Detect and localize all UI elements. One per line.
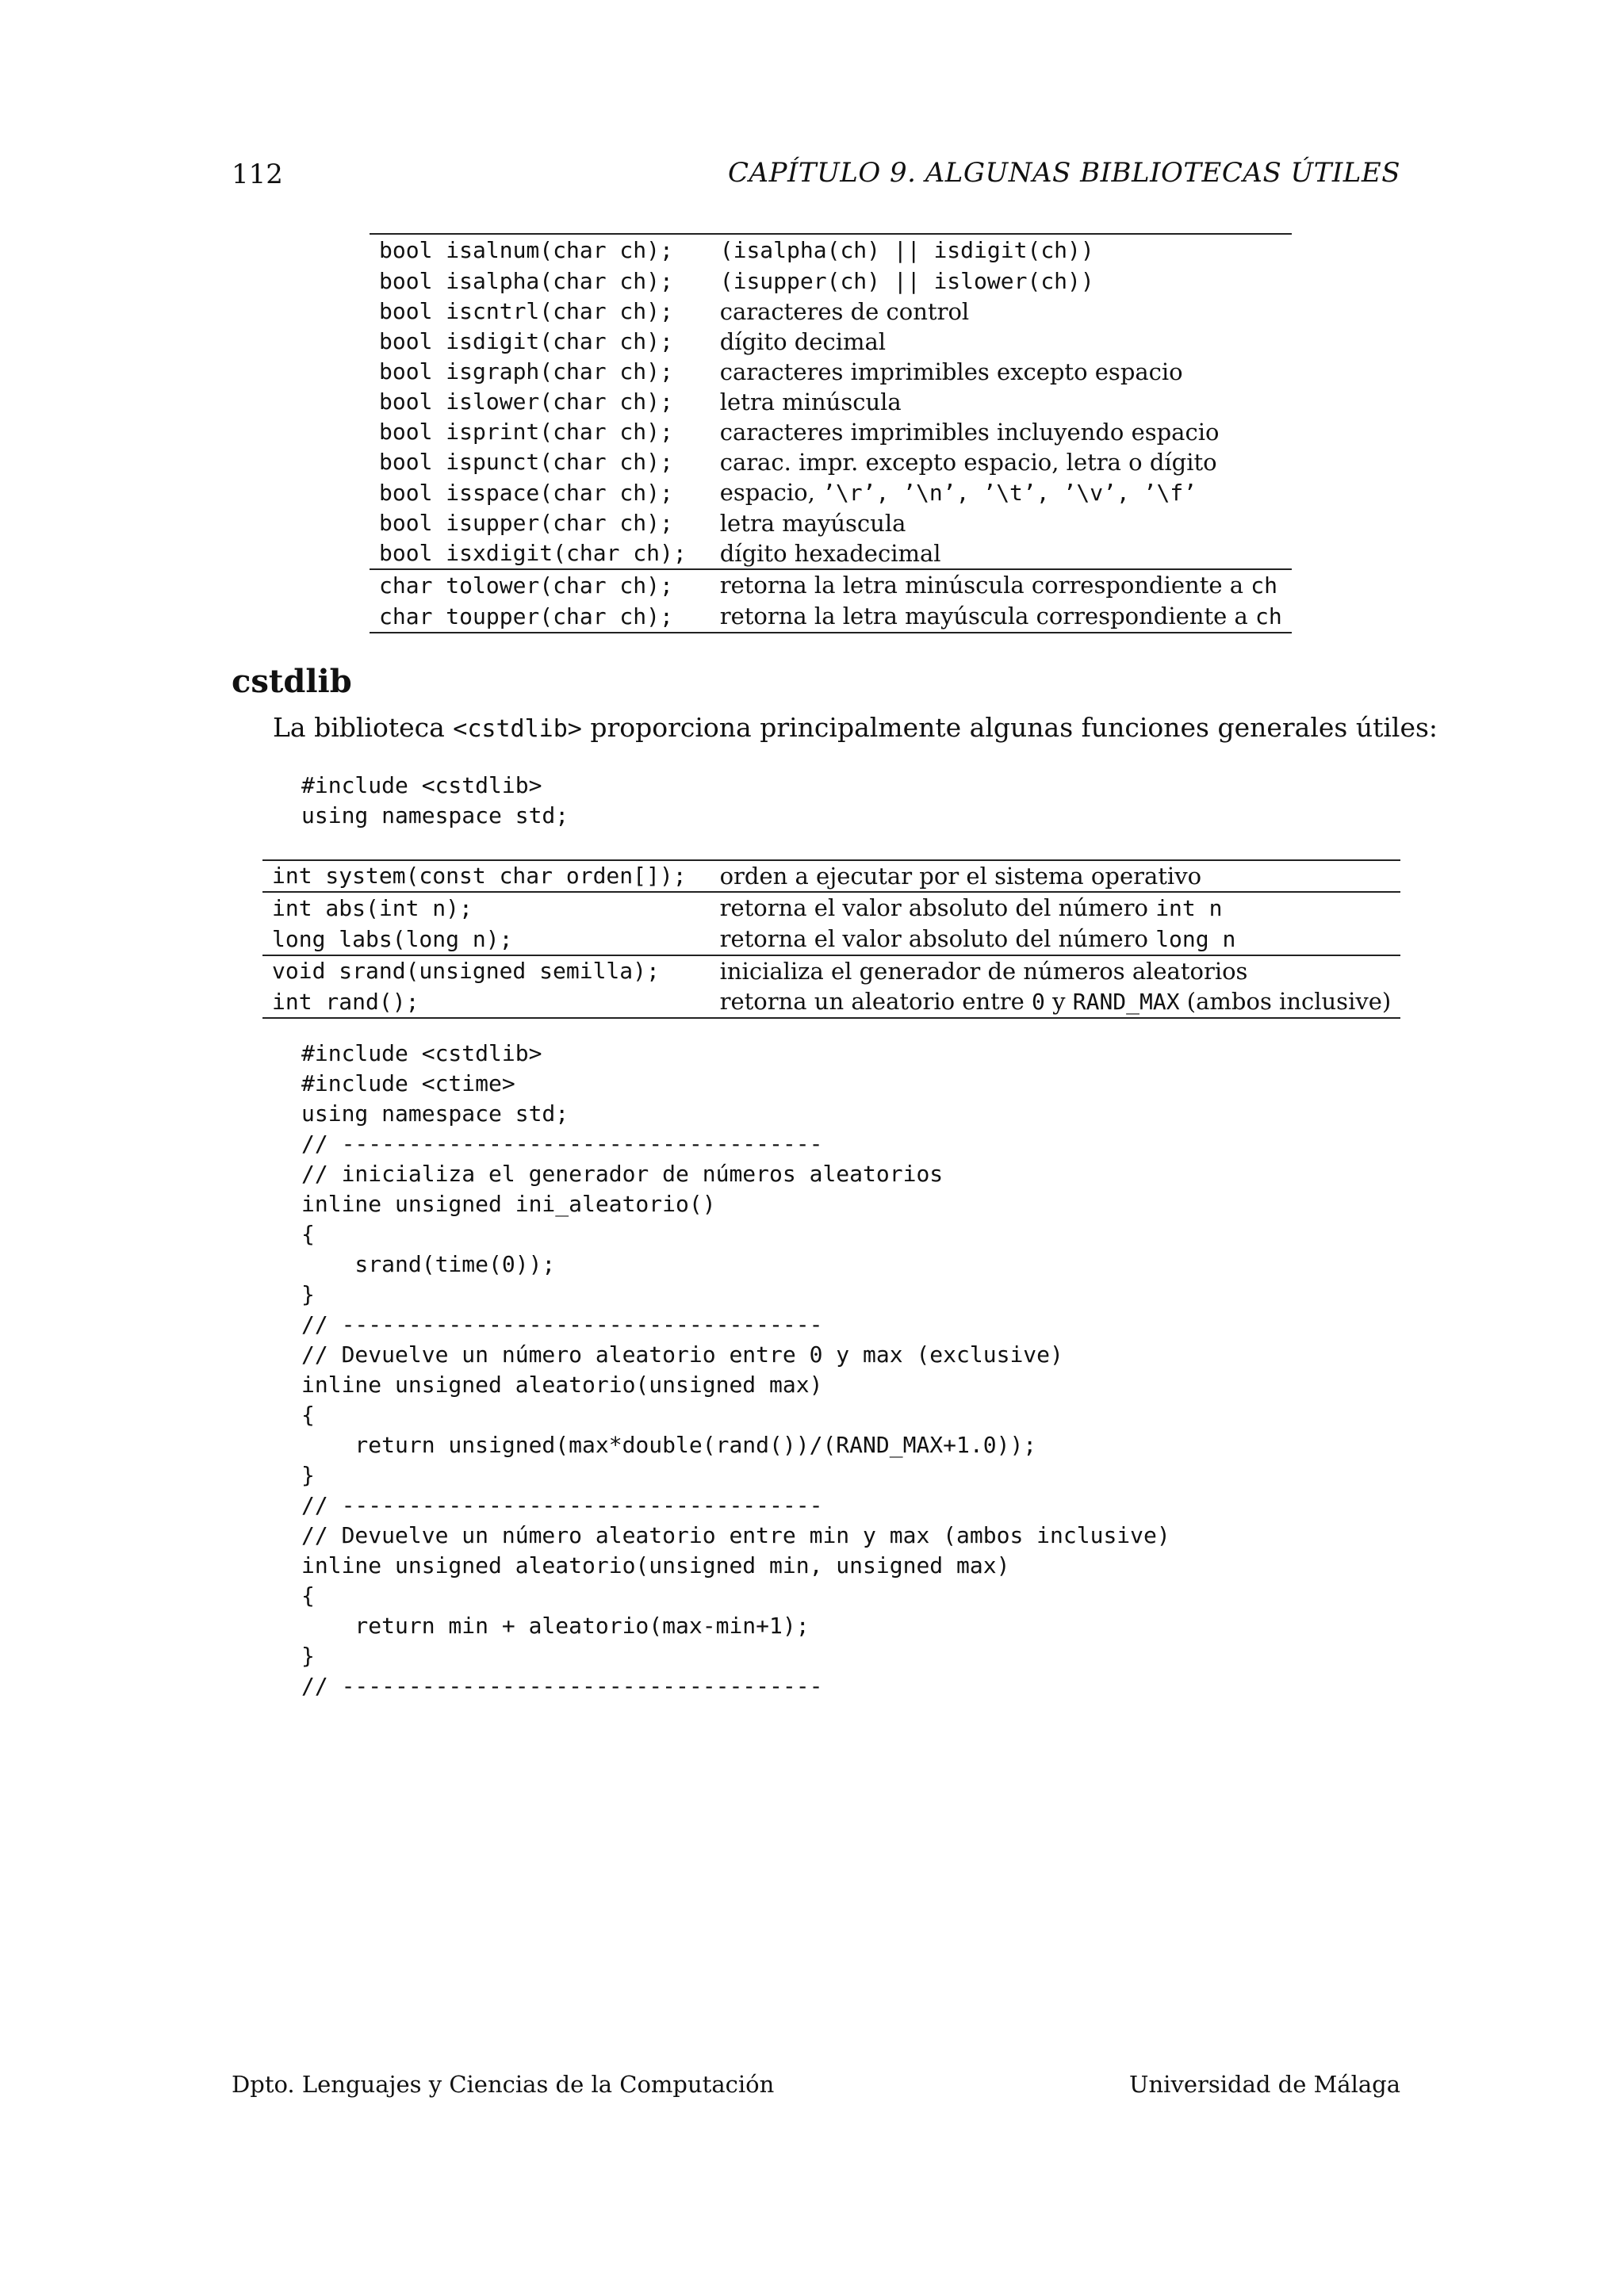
function-description bbox=[696, 297, 1292, 327]
section-intro bbox=[273, 712, 1438, 743]
function-signature: long labs(long n); bbox=[272, 925, 513, 952]
function-signature: bool isprint(char ch); bbox=[379, 419, 673, 445]
table-row bbox=[370, 387, 1292, 417]
function-signature: int rand(); bbox=[262, 986, 696, 1018]
description-code: (isupper(ch) || islower(ch)) bbox=[719, 268, 1094, 294]
description-text: letra mayúscula bbox=[719, 510, 906, 537]
running-head: CAPÍTULO 9. ALGUNAS BIBLIOTECAS ÚTILES bbox=[728, 157, 1400, 189]
function-signature: bool isxdigit(char ch); bbox=[379, 540, 687, 566]
code-line: // ------------------------------------ bbox=[301, 1311, 823, 1337]
code-line: { bbox=[301, 1582, 315, 1609]
function-description bbox=[696, 892, 1401, 924]
code-line: #include <ctime> bbox=[301, 1070, 515, 1096]
description-text: letra minúscula bbox=[719, 388, 902, 415]
function-signature: void srand(unsigned semilla); bbox=[262, 955, 696, 986]
cctype-function-table bbox=[370, 233, 1292, 633]
code-line: using namespace std; bbox=[301, 802, 569, 828]
table-row bbox=[370, 266, 1292, 297]
function-description bbox=[696, 508, 1292, 538]
table-row bbox=[370, 357, 1292, 387]
intro-code: <cstdlib> bbox=[453, 715, 582, 743]
description-text: caracteres imprimibles incluyendo espacio bbox=[719, 419, 1220, 446]
code-line: inline unsigned aleatorio(unsigned min, unsigned max) bbox=[301, 1552, 1010, 1578]
code-line: } bbox=[301, 1281, 315, 1307]
description-text: dígito hexadecimal bbox=[719, 540, 941, 567]
section-title: cstdlib bbox=[232, 663, 352, 700]
code-line: { bbox=[301, 1221, 315, 1247]
footer-university: Universidad de Málaga bbox=[1129, 2071, 1400, 2098]
function-signature: int abs(int n); bbox=[262, 892, 696, 924]
function-description bbox=[696, 986, 1401, 1018]
description-text: retorna un aleatorio entre bbox=[719, 988, 1032, 1015]
description-text: inicializa el generador de números aleatorios bbox=[719, 958, 1248, 985]
function-description bbox=[696, 327, 1292, 357]
code-line: #include <cstdlib> bbox=[301, 772, 542, 798]
description-text: retorna la letra minúscula correspondiente a bbox=[719, 572, 1251, 599]
table-row bbox=[370, 327, 1292, 357]
table-row bbox=[370, 601, 1292, 633]
code-line: { bbox=[301, 1402, 315, 1428]
function-signature: bool islower(char ch); bbox=[379, 388, 673, 415]
description-text: retorna la letra mayúscula correspondiente a bbox=[719, 603, 1255, 629]
description-code: long n bbox=[1155, 926, 1236, 952]
function-signature: bool isalnum(char ch); bbox=[370, 234, 696, 266]
code-line: } bbox=[301, 1462, 315, 1488]
description-text: caracteres de control bbox=[719, 298, 970, 325]
code-line: #include <cstdlib> bbox=[301, 1040, 542, 1066]
function-description bbox=[696, 955, 1401, 986]
function-signature: bool isgraph(char ch); bbox=[379, 358, 673, 385]
code-block-includes bbox=[301, 771, 569, 831]
table-row bbox=[370, 538, 1292, 569]
function-description bbox=[696, 387, 1292, 417]
description-text: dígito decimal bbox=[719, 328, 887, 355]
table-row bbox=[370, 477, 1292, 508]
code-line: // ------------------------------------ bbox=[301, 1131, 823, 1157]
description-text: carac. impr. excepto espacio, letra o dígito bbox=[719, 449, 1217, 476]
table-row bbox=[370, 297, 1292, 327]
function-signature: char tolower(char ch); bbox=[370, 569, 696, 601]
function-description bbox=[696, 601, 1292, 633]
code-line: // ------------------------------------ bbox=[301, 1492, 823, 1518]
function-signature: bool iscntrl(char ch); bbox=[379, 298, 673, 324]
code-line: // inicializa el generador de números aleatorios bbox=[301, 1161, 944, 1187]
description-code: ch bbox=[1251, 572, 1277, 599]
description-code: ch bbox=[1255, 603, 1282, 629]
table-row bbox=[370, 447, 1292, 477]
function-signature: char toupper(char ch); bbox=[370, 601, 696, 633]
code-line: inline unsigned aleatorio(unsigned max) bbox=[301, 1372, 823, 1398]
function-description bbox=[696, 538, 1292, 569]
function-description bbox=[696, 234, 1292, 266]
function-description bbox=[696, 417, 1292, 447]
code-line: // Devuelve un número aleatorio entre min y max (ambos inclusive) bbox=[301, 1522, 1170, 1548]
description-code: (isalpha(ch) || isdigit(ch)) bbox=[719, 237, 1094, 263]
function-description bbox=[696, 447, 1292, 477]
function-signature: bool isspace(char ch); bbox=[379, 479, 673, 506]
code-line: srand(time(0)); bbox=[301, 1251, 556, 1277]
function-signature: bool ispunct(char ch); bbox=[379, 449, 673, 475]
description-code: RAND_MAX bbox=[1072, 989, 1180, 1015]
code-line: // ------------------------------------ bbox=[301, 1673, 823, 1699]
description-text: (ambos inclusive) bbox=[1179, 988, 1392, 1015]
description-code: 0 bbox=[1032, 989, 1045, 1015]
footer-department: Dpto. Lenguajes y Ciencias de la Computación bbox=[232, 2071, 775, 2098]
intro-text-after: proporciona principalmente algunas funciones generales útiles: bbox=[581, 712, 1438, 743]
description-text: y bbox=[1044, 988, 1073, 1015]
page-number: 112 bbox=[232, 159, 283, 190]
table-row bbox=[262, 860, 1400, 892]
table-row bbox=[262, 924, 1400, 955]
intro-text-before: La biblioteca bbox=[273, 712, 454, 743]
table-row bbox=[370, 417, 1292, 447]
code-line: inline unsigned ini_aleatorio() bbox=[301, 1191, 716, 1217]
description-code: int n bbox=[1155, 895, 1223, 921]
function-description bbox=[696, 357, 1292, 387]
description-code: ’\r’, ’\n’, ’\t’, ’\v’, ’\f’ bbox=[822, 480, 1197, 506]
code-line: // Devuelve un número aleatorio entre 0 y max (exclusive) bbox=[301, 1341, 1063, 1368]
function-signature: bool isdigit(char ch); bbox=[379, 328, 673, 354]
code-line: return min + aleatorio(max-min+1); bbox=[301, 1613, 810, 1639]
function-signature: int system(const char orden[]); bbox=[262, 860, 696, 892]
table-row bbox=[262, 955, 1400, 986]
table-row bbox=[370, 234, 1292, 266]
function-description bbox=[696, 860, 1401, 892]
description-text: espacio, bbox=[719, 479, 823, 506]
function-description bbox=[696, 477, 1292, 508]
code-block-random bbox=[301, 1039, 1170, 1701]
table-row bbox=[262, 892, 1400, 924]
table-row bbox=[370, 569, 1292, 601]
function-description bbox=[696, 569, 1292, 601]
table-row bbox=[262, 986, 1400, 1018]
description-text: caracteres imprimibles excepto espacio bbox=[719, 358, 1183, 385]
cstdlib-function-table bbox=[262, 859, 1400, 1019]
function-description bbox=[696, 266, 1292, 297]
function-signature: bool isupper(char ch); bbox=[379, 510, 673, 536]
code-line: return unsigned(max*double(rand())/(RAND_MAX+1.0)); bbox=[301, 1432, 1037, 1458]
description-text: orden a ejecutar por el sistema operativo bbox=[719, 863, 1202, 890]
function-signature: bool isalpha(char ch); bbox=[379, 267, 673, 294]
description-text: retorna el valor absoluto del número bbox=[719, 894, 1156, 921]
table-row bbox=[370, 508, 1292, 538]
function-description bbox=[696, 924, 1401, 955]
description-text: retorna el valor absoluto del número bbox=[719, 925, 1156, 952]
code-line: } bbox=[301, 1643, 315, 1669]
code-line: using namespace std; bbox=[301, 1100, 569, 1127]
